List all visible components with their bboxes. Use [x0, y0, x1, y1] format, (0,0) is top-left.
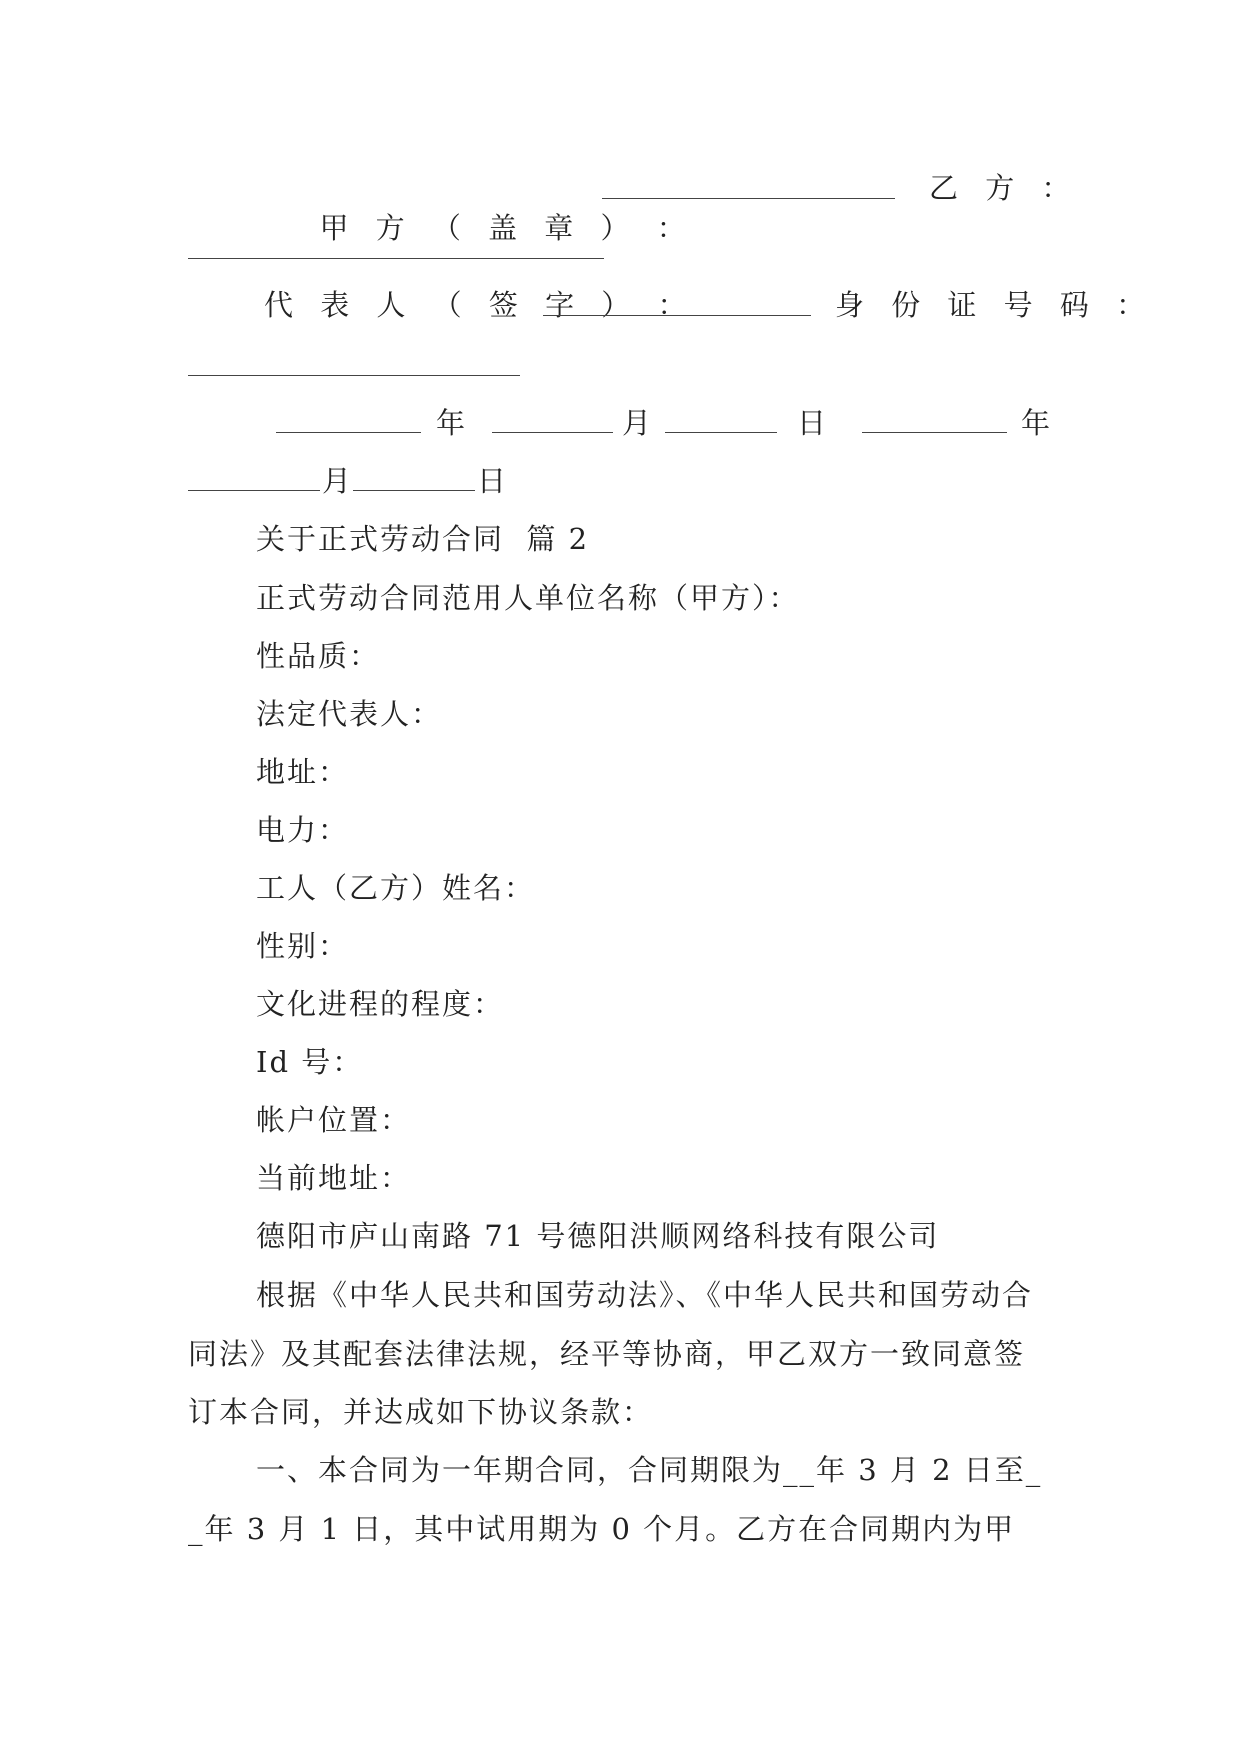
date-b-day-label: 日 [477, 464, 507, 498]
id-field: Id 号： [256, 1045, 364, 1079]
employer-name-field: 正式劳动合同范用人单位名称（甲方）： [256, 581, 800, 615]
party-b-label: 乙 方 ： [929, 171, 1080, 205]
party-a-label: 甲 方 （ 盖 章 ） ： [319, 211, 695, 245]
id-number-label: 身 份 证 号 码 ： [835, 288, 1155, 322]
rep-label: 代 表 人 （ 签 字 ） ： [264, 288, 696, 322]
date-a-year-label: 年 [436, 406, 466, 440]
party-a-blank [602, 176, 895, 199]
party-b-blank [188, 258, 604, 259]
address-field: 地址： [256, 755, 350, 789]
date-a-year-blank [276, 410, 421, 433]
company-address: 德阳市庐山南路 71 号德阳洪顺网络科技有限公司 [256, 1219, 940, 1253]
date-b-year-blank [862, 410, 1007, 433]
rep-signature-blank [543, 293, 811, 316]
household-location-field: 帐户位置： [256, 1103, 412, 1137]
section-title: 关于正式劳动合同 篇 2 [256, 522, 590, 556]
education-field: 文化进程的程度： [256, 987, 505, 1021]
date-a-month-label: 月 [622, 406, 652, 440]
worker-name-field: 工人（乙方）姓名： [256, 871, 536, 905]
intro-paragraph: 根据《中华人民共和国劳动法》、《中华人民共和国劳动合同法》及其配套法律法规，经平等协商，甲乙双方一致同意签订本合同，并达成如下协议条款： [188, 1278, 1034, 1429]
clause-one-paragraph: 一、本合同为一年期合同，合同期限为__年 3 月 2 日至__年 3 月 1 日，其中试用期为 0 个月。乙方在合同期内为甲 [188, 1453, 1043, 1546]
power-field: 电力： [256, 813, 350, 847]
date-b-year-label: 年 [1021, 406, 1051, 440]
date-b-month-blank [188, 468, 320, 491]
gender-field: 性别： [256, 929, 350, 963]
id-number-blank [188, 375, 520, 376]
date-b-day-blank [353, 468, 475, 491]
date-b-month-label: 月 [322, 464, 352, 498]
date-a-day-blank [665, 410, 777, 433]
date-a-month-blank [492, 410, 613, 433]
nature-field: 性品质： [256, 639, 381, 673]
date-a-day-label: 日 [797, 406, 827, 440]
legal-rep-field: 法定代表人： [256, 697, 443, 731]
current-address-field: 当前地址： [256, 1161, 412, 1195]
